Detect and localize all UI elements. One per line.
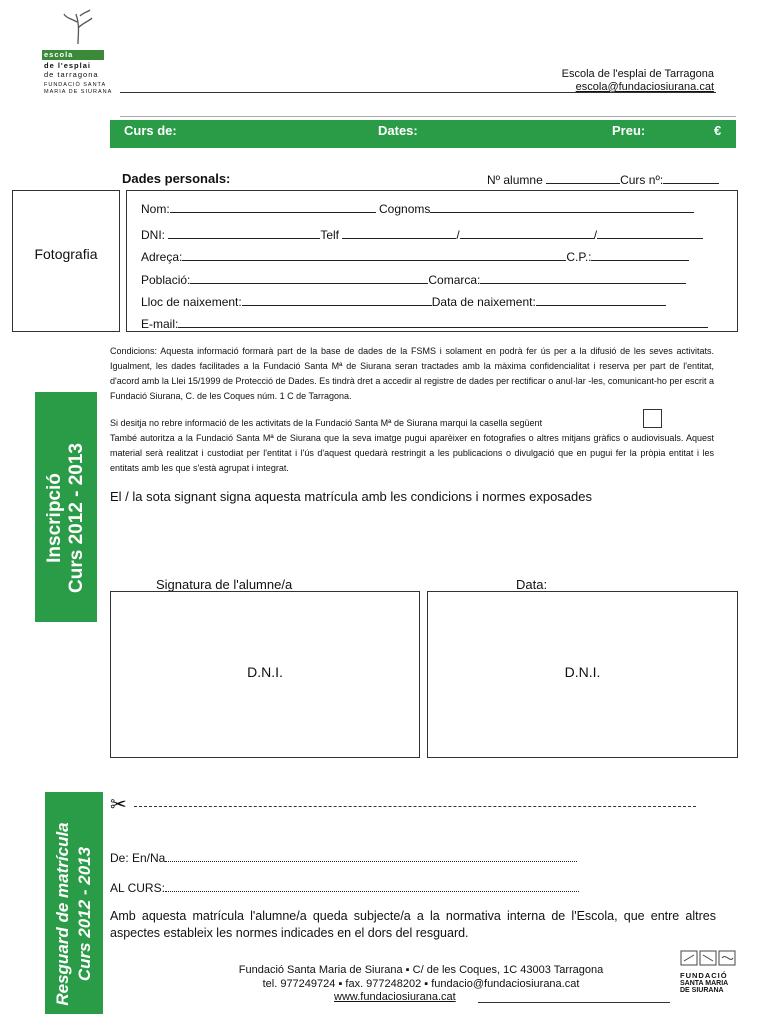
- city-row: [141, 272, 686, 287]
- course-label: Curs de:: [124, 123, 177, 138]
- fundacio-logo-line-1: FUNDACIÓ: [680, 971, 728, 980]
- dni-left-label: D.N.I.: [247, 664, 283, 680]
- currency-symbol: €: [714, 123, 722, 138]
- email-field[interactable]: [178, 316, 708, 328]
- city-label: Població:: [141, 273, 191, 287]
- receipt-course-label: AL CURS:: [110, 881, 165, 895]
- personal-data-title: Dades personals:: [122, 171, 231, 186]
- course-number-field[interactable]: [663, 172, 719, 184]
- opt-out-checkbox[interactable]: [643, 409, 662, 428]
- dates-label: Dates:: [378, 123, 418, 138]
- receipt-name-field[interactable]: [165, 850, 577, 862]
- postal-code-field[interactable]: [591, 249, 689, 261]
- student-number-row: [487, 172, 719, 187]
- declaration-text: El / la sota signant signa aquesta matrícula amb les condicions i normes exposades: [110, 489, 592, 504]
- county-label: Comarca:: [428, 273, 481, 287]
- header-rule-2: [120, 116, 736, 117]
- opt-out-text: Si desitja no rebre informació de les activitats de la Fundació Santa Mª de Siurana marqui la casella següent: [110, 418, 543, 428]
- name-row: [141, 201, 694, 216]
- receipt-name-row: [110, 850, 577, 865]
- inscription-side-tab: [35, 392, 97, 622]
- dni-row: [141, 227, 703, 242]
- inscription-title: [44, 403, 88, 633]
- date-label: Data:: [516, 577, 548, 592]
- footer-contact: tel. 977249724 ▪ fax. 977248202 ▪ fundacio@fundaciosiurana.cat: [262, 978, 580, 990]
- receipt-name-label: De: En/Na: [110, 851, 166, 865]
- photo-label: Fotografia: [34, 246, 98, 262]
- inscription-line-2: Curs 2012 - 2013: [66, 443, 87, 593]
- header-school-name: Escola de l'esplai de Tarragona: [561, 68, 714, 80]
- fundacio-logo: [680, 950, 740, 994]
- dni-box-right[interactable]: [427, 591, 738, 758]
- tree-logo-icon: [58, 8, 98, 46]
- dni-field[interactable]: [168, 227, 320, 239]
- birthdate-field[interactable]: [536, 294, 666, 306]
- county-field[interactable]: [480, 272, 686, 284]
- logo-text-esplai: de l'esplai: [44, 61, 91, 70]
- logo-text-siurana: MARIA DE SIURANA: [44, 89, 113, 95]
- header-email: escola@fundaciosiurana.cat: [575, 81, 714, 93]
- surname-field[interactable]: [430, 201, 694, 213]
- dni-right-label: D.N.I.: [564, 664, 601, 680]
- fundacio-logo-line-2: SANTA MARIA: [680, 980, 729, 987]
- photo-box[interactable]: [12, 190, 120, 332]
- logo-text-fundacio: FUNDACIÓ SANTA: [44, 82, 107, 88]
- address-field[interactable]: [182, 249, 566, 261]
- inscription-line-1: Inscripció: [44, 473, 65, 563]
- birth-row: [141, 294, 666, 309]
- logo-text-escola: escola: [44, 50, 74, 59]
- footer-website[interactable]: www.fundaciosiurana.cat: [334, 991, 456, 1003]
- birthplace-label: Lloc de naixement:: [141, 295, 242, 309]
- email-label: E-mail:: [141, 317, 179, 331]
- price-label: Preu:: [612, 123, 646, 138]
- birthdate-label: Data de naixement:: [431, 295, 536, 309]
- slash-2: /: [593, 228, 598, 242]
- header-rule: [120, 92, 716, 93]
- fundacio-symbols-icon: [680, 950, 736, 966]
- receipt-text: Amb aquesta matrícula l'alumne/a queda subjecte/a a la normativa interna de l'Escola, que entre altres aspectes estableix les normes indicades en el dors del resguard.: [110, 909, 716, 940]
- city-field[interactable]: [190, 272, 428, 284]
- student-number-field[interactable]: [546, 172, 620, 184]
- phone-field-2[interactable]: [460, 227, 594, 239]
- image-consent-text: També autoritza a la Fundació Santa Mª de Siurana que la seva imatge pugui aparèixer en fotografies o altres mitjans gràfics o audiovisuals. Aquest material serà realitzat i custodiat per l'entitat i l'ús d'aquest quedarà restringit a les publicacions o divulgació que en pugui fer la pròpia entitat i les entitats amb les que s'està agrupat i integrat.: [110, 433, 714, 473]
- student-number-label: Nº alumne: [487, 173, 543, 187]
- slash-1: /: [456, 228, 460, 242]
- receipt-line-1: Resguard de matrícula: [53, 822, 72, 1006]
- receipt-course-row: [110, 880, 579, 895]
- course-bar: [110, 120, 736, 148]
- address-row: [141, 249, 689, 264]
- scissors-icon: ✂: [110, 794, 127, 816]
- postal-code-label: C.P.:: [566, 250, 592, 264]
- phone-field-3[interactable]: [597, 227, 703, 239]
- surname-label: Cognoms: [379, 202, 431, 216]
- email-row: [141, 316, 708, 331]
- personal-fields-box: [126, 190, 738, 332]
- phone-label: Telf: [320, 228, 340, 242]
- school-logo: [42, 8, 132, 94]
- birthplace-field[interactable]: [242, 294, 432, 306]
- fundacio-logo-line-3: DE SIURANA: [680, 987, 724, 994]
- receipt-course-field[interactable]: [165, 880, 579, 892]
- address-label: Adreça:: [141, 250, 183, 264]
- name-field[interactable]: [170, 201, 376, 213]
- cut-line: [134, 806, 696, 807]
- dni-label: DNI:: [141, 228, 165, 242]
- logo-text-tarragona: de tarragona: [44, 70, 99, 79]
- footer-address: Fundació Santa Maria de Siurana ▪ C/ de les Coques, 1C 43003 Tarragona: [238, 964, 604, 976]
- signature-label: Signatura de l'alumne/a: [156, 577, 293, 592]
- footer-rule: [478, 1002, 670, 1003]
- conditions-text: Condicions: Aquesta informació formarà part de la base de dades de la FSMS i solament en podrà fer ús per a la difusió de les seves activitats. Igualment, les dades facilitades a la Fundació Santa Mª de Siurana seran tractades amb la màxima confidencialitat i reserva per part de l'entitat, d'acord amb la Llei 15/1999 de Protecció de Dades. Es tindrà dret a accedir al registre de dades per rectificar o anul·lar -les, comunicant-ho per escrit a Fundació Siurana, C. de les Coques núm. 1 C de Tarragona.: [110, 346, 714, 401]
- name-label: Nom:: [141, 202, 170, 216]
- receipt-side-tab: [45, 792, 103, 1014]
- phone-field-1[interactable]: [342, 227, 456, 239]
- receipt-line-2: Curs 2012 - 2013: [75, 846, 94, 982]
- dni-box-left[interactable]: [110, 591, 420, 758]
- course-number-label: Curs nº:: [620, 173, 664, 187]
- receipt-title: [52, 803, 96, 1025]
